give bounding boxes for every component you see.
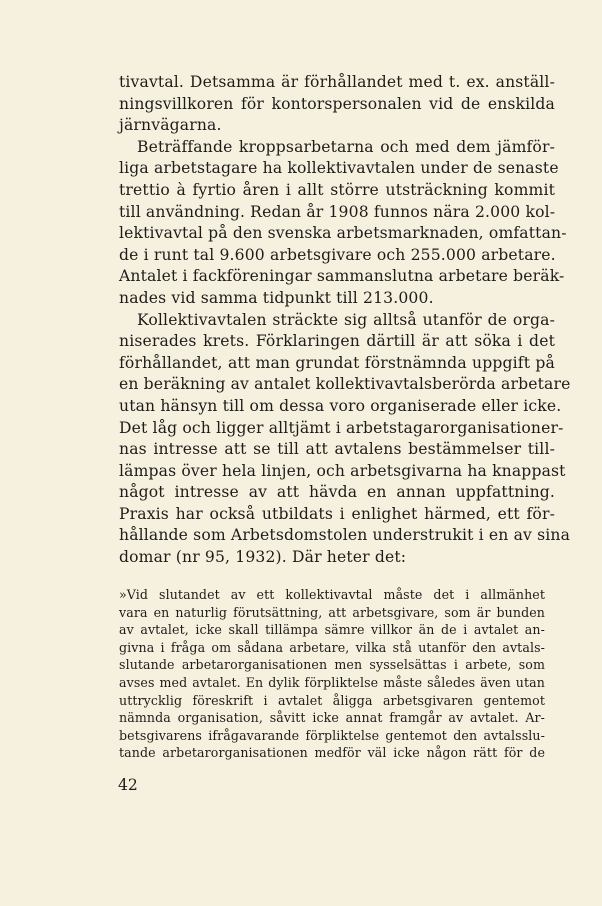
body-line: liga arbetstagare ha kollektivavtalen under de senaste	[119, 159, 559, 178]
body-line: Kollektivavtalen sträckte sig alltså utanför de orga-	[137, 310, 555, 329]
body-line: lektivavtal på den svenska arbetsmarknaden, omfattan-	[119, 224, 567, 243]
quote-line: givna i fråga om sådana arbetare, vilka stå utanför den avtals-	[119, 639, 545, 655]
quote-line: betsgivarens ifrågavarande förpliktelse gentemot den avtalsslu-	[119, 727, 545, 743]
body-line: nades vid samma tidpunkt till 213.000.	[119, 288, 434, 307]
body-line: en beräkning av antalet kollektivavtalsberörda arbetare	[119, 375, 571, 394]
block-quote	[119, 586, 545, 762]
body-line: de i runt tal 9.600 arbetsgivare och 255.000 arbetare.	[119, 245, 556, 264]
body-text	[119, 72, 571, 569]
body-line: utan hänsyn till om dessa voro organiserade eller icke.	[119, 396, 562, 415]
body-line: hållande som Arbetsdomstolen understrukit i en av sina	[119, 526, 571, 545]
quote-line: tande arbetarorganisationen medför väl icke någon rätt för de	[119, 745, 545, 761]
quote-line: uttrycklig föreskrift i avtalet åligga arbetsgivaren gentemot	[119, 692, 545, 708]
body-line: ningsvillkoren för kontorspersonalen vid de enskilda	[119, 94, 555, 113]
body-line: järnvägarna.	[119, 116, 222, 135]
body-line: förhållandet, att man grundat förstnämnda uppgift på	[119, 353, 555, 372]
body-line: något intresse av att hävda en annan uppfattning.	[119, 483, 555, 502]
quote-line: nämnda organisation, såvitt icke annat framgår av avtalet. Ar-	[119, 710, 545, 726]
body-line: Praxis har också utbildats i enlighet härmed, ett för-	[119, 504, 555, 523]
body-line: trettio à fyrtio åren i allt större utsträckning kommit	[119, 180, 555, 199]
body-line: Beträffande kroppsarbetarna och med dem jämför-	[137, 137, 555, 156]
quote-line: slutande arbetarorganisationen men sysselsättas i arbete, som	[119, 657, 545, 673]
body-line: till användning. Redan år 1908 funnos nära 2.000 kol-	[119, 202, 556, 221]
quote-line: »Vid slutandet av ett kollektivavtal måste det i allmänhet	[119, 587, 545, 602]
body-line: niserades krets. Förklaringen därtill är att söka i det	[119, 332, 555, 351]
body-line: Det låg och ligger alltjämt i arbetstagarorganisationer-	[119, 418, 564, 437]
body-line: Antalet i fackföreningar sammanslutna arbetare beräk-	[119, 267, 565, 286]
body-line: tivavtal. Detsamma är förhållandet med t. ex. anställ-	[119, 73, 555, 91]
body-line: nas intresse att se till att avtalens bestämmelser till-	[119, 440, 555, 459]
body-line: domar (nr 95, 1932). Där heter det:	[119, 548, 407, 567]
quote-line: vara en naturlig förutsättning, att arbetsgivare, som är bunden	[119, 604, 545, 620]
quote-line: av avtalet, icke skall tillämpa sämre villkor än de i avtalet an-	[119, 622, 545, 638]
page-number: 42	[118, 776, 138, 794]
quote-line: avses med avtalet. En dylik förpliktelse måste således även utan	[119, 674, 545, 690]
body-line: lämpas över hela linjen, och arbetsgivarna ha knappast	[119, 461, 566, 480]
